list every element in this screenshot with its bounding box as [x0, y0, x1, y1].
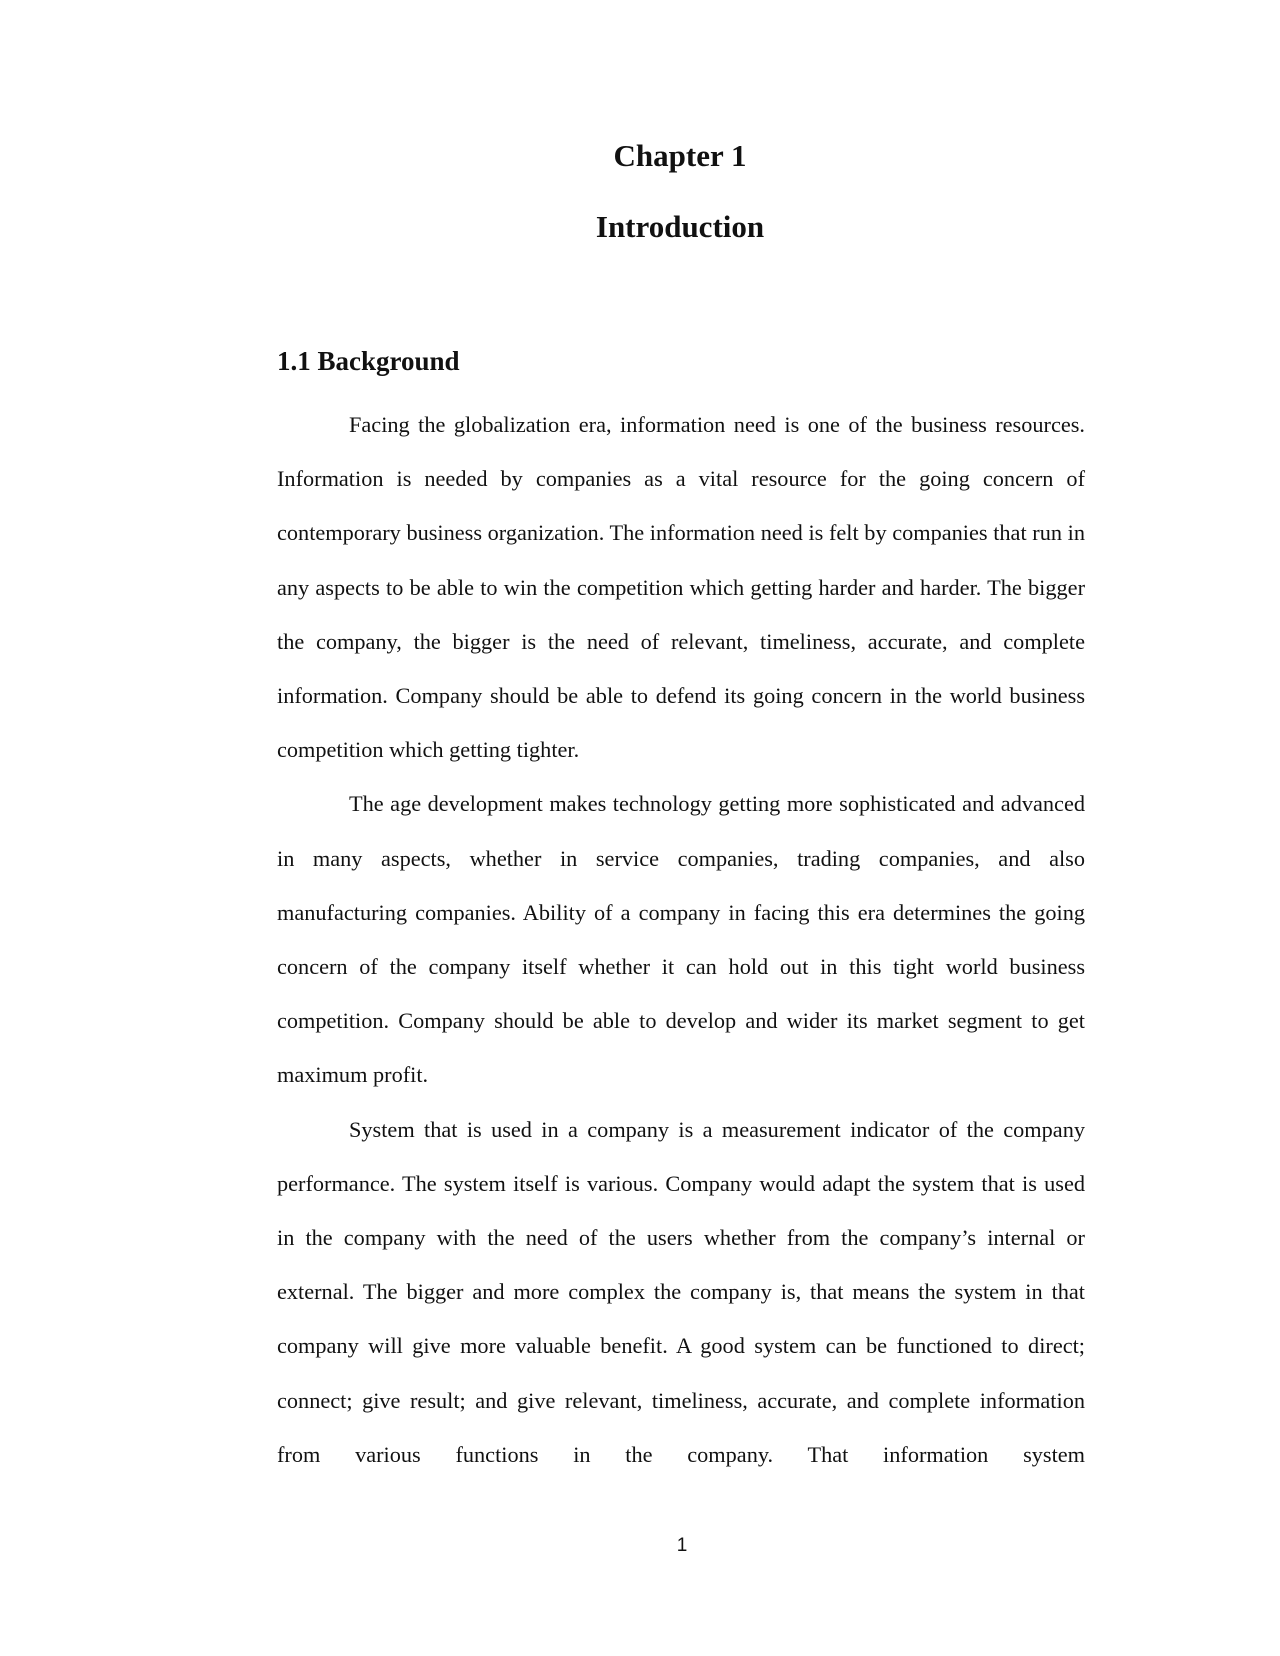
page-number: 1	[676, 1535, 688, 1556]
chapter-title: Introduction	[595, 209, 765, 244]
body-text	[277, 398, 1085, 1482]
paragraph-2: The age development makes technology getting more sophisticated and advanced in many aspects, whether in service companies, trading companies, and also manufacturing companies. Ability of a company in facing this era determines the going concern of the company itself whether it can hold out in this tight world business competition. Company should be able to develop and wider its market segment to get maximum profit.	[277, 791, 1085, 1088]
chapter-label: Chapter 1	[613, 138, 747, 173]
paragraph-3: System that is used in a company is a measurement indicator of the company performance. The system itself is various. Company would adapt the system that is used in the company with the need of the users whether from the company’s internal or external. The bigger and more complex the company is, that means the system in that company will give more valuable benefit. A good system can be functioned to direct; connect; give result; and give relevant, timeliness, accurate, and complete information from various functions in the company. That information system	[277, 1116, 1085, 1467]
paragraph-1: Facing the globalization era, information need is one of the business resources. Information is needed by companies as a vital resource for the going concern of contemporary business organization. The information need is felt by companies that run in any aspects to be able to win the competition which getting harder and harder. The bigger the company, the bigger is the need of relevant, timeliness, accurate, and complete information. Company should be able to defend its going concern in the world business competition which getting tighter.	[277, 412, 1085, 763]
section-heading: 1.1 Background	[277, 346, 460, 376]
